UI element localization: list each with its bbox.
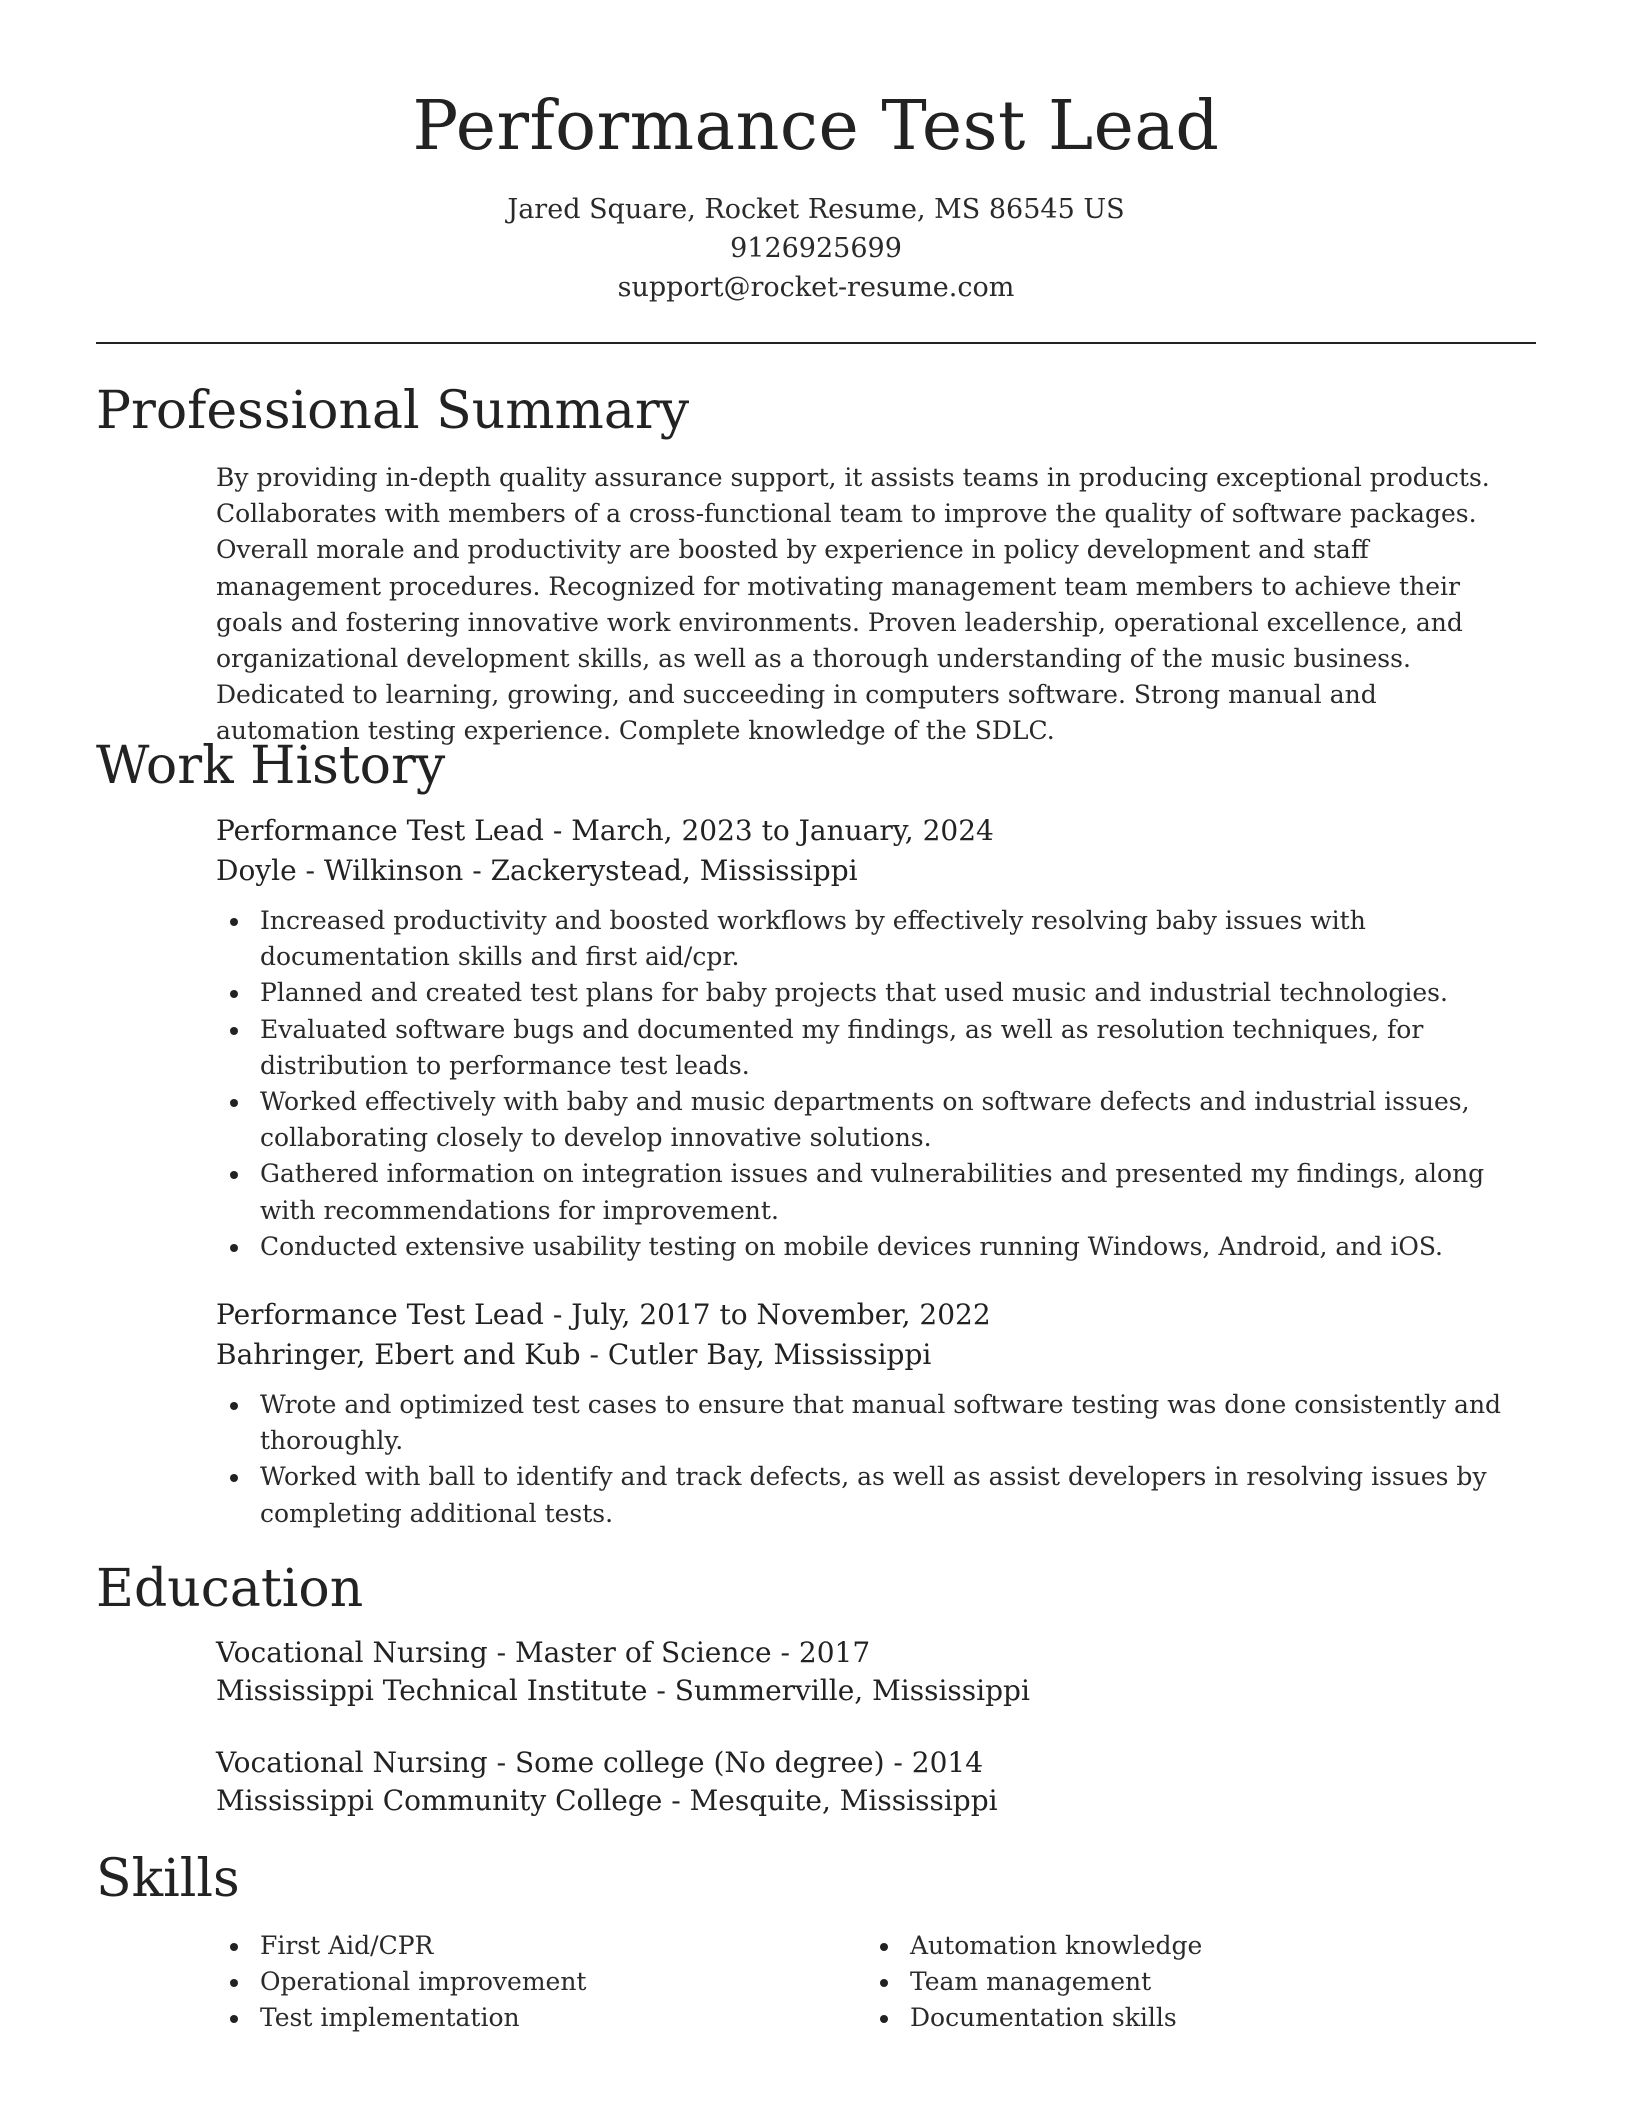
job-entry bbox=[216, 811, 1526, 1265]
job-company-line bbox=[216, 1335, 1526, 1375]
work-history-heading: Work History bbox=[96, 736, 446, 796]
job-title-line bbox=[216, 1295, 1526, 1335]
contact-info bbox=[0, 190, 1632, 307]
education-field: Vocational Nursing bbox=[216, 1746, 488, 1779]
education-school: Mississippi Technical Institute bbox=[216, 1674, 648, 1707]
education-degree-line bbox=[216, 1634, 1526, 1672]
resume-header bbox=[0, 82, 1632, 307]
job-company: Bahringer, Ebert and Kub bbox=[216, 1338, 581, 1372]
education-section bbox=[96, 1558, 1536, 1820]
job-bullets bbox=[216, 903, 1526, 1265]
list-item: Evaluated software bugs and documented my findings, as well as resolution techniques, for distribution to performance test leads. bbox=[216, 1012, 1526, 1084]
skill-item: Test implementation bbox=[216, 2000, 866, 2036]
skills-list bbox=[866, 1928, 1516, 2037]
education-location: - Summerville, Mississippi bbox=[647, 1674, 1030, 1707]
education-school: Mississippi Community College bbox=[216, 1784, 663, 1817]
skill-item: Documentation skills bbox=[866, 2000, 1516, 2036]
skills-section bbox=[96, 1848, 1536, 2037]
job-location: - Zackerystead, Mississippi bbox=[463, 854, 858, 887]
job-location: - Cutler Bay, Mississippi bbox=[580, 1338, 932, 1372]
candidate-title: Performance Test Lead bbox=[412, 87, 1220, 166]
skill-item: Operational improvement bbox=[216, 1964, 866, 2000]
education-entry bbox=[216, 1634, 1526, 1710]
phone-text: 9126925699 bbox=[730, 233, 902, 264]
list-item: Gathered information on integration issues and vulnerabilities and presented my findings, along with recommendations for improvement. bbox=[216, 1156, 1526, 1228]
education-field: Vocational Nursing bbox=[216, 1636, 488, 1669]
list-item: Planned and created test plans for baby projects that used music and industrial technologies. bbox=[216, 975, 1526, 1011]
education-degree: - Master of Science - 2017 bbox=[487, 1636, 871, 1669]
job-entry bbox=[216, 1295, 1526, 1532]
summary-section bbox=[96, 380, 1536, 750]
skill-item: First Aid/CPR bbox=[216, 1928, 866, 1964]
education-location: - Mesquite, Mississippi bbox=[662, 1784, 998, 1817]
job-bullets bbox=[216, 1387, 1526, 1532]
skills-column-right bbox=[866, 1928, 1516, 2037]
education-heading: Education bbox=[96, 1559, 364, 1619]
education-school-line bbox=[216, 1782, 1526, 1820]
job-dates: - July, 2017 to November, 2022 bbox=[543, 1298, 991, 1332]
list-item: Worked with ball to identify and track defects, as well as assist developers in resolving issues by completing additional tests. bbox=[216, 1459, 1526, 1531]
skill-item: Automation knowledge bbox=[866, 1928, 1516, 1964]
job-company: Doyle - Wilkinson bbox=[216, 854, 464, 887]
skills-list bbox=[216, 1928, 866, 2037]
skills-column-left bbox=[216, 1928, 866, 2037]
summary-paragraph: By providing in-depth quality assurance support, it assists teams in producing exceptional products. Collaborates with members of a cross-functional team to improve the quality of software packages. Overall morale and productivity are boosted by experience in policy development and staff management procedures. Recognized for motivating management team members to achieve their goals and fostering innovative work environments. Proven leadership, operational excellence, and organizational development skills, as well as a thorough understanding of the music business. Dedicated to learning, growing, and succeeding in computers software. Strong manual and automation testing experience. Complete knowledge of the SDLC. bbox=[216, 463, 1490, 746]
education-degree: - Some college (No degree) - 2014 bbox=[487, 1746, 984, 1779]
education-degree-line bbox=[216, 1744, 1526, 1782]
list-item: Wrote and optimized test cases to ensure that manual software testing was done consistently and thoroughly. bbox=[216, 1387, 1526, 1459]
address-text: Jared Square, Rocket Resume, MS 86545 US bbox=[507, 194, 1125, 225]
skills-grid bbox=[216, 1928, 1526, 2037]
job-title-line bbox=[216, 811, 1526, 851]
list-item: Conducted extensive usability testing on mobile devices running Windows, Android, and iOS. bbox=[216, 1229, 1526, 1265]
job-dates: - March, 2023 to January, 2024 bbox=[543, 814, 994, 847]
education-school-line bbox=[216, 1672, 1526, 1710]
education-entry bbox=[216, 1744, 1526, 1820]
email-text: support@rocket-resume.com bbox=[617, 272, 1015, 303]
job-role: Performance Test Lead bbox=[216, 814, 544, 847]
work-history-section bbox=[96, 735, 1536, 1532]
summary-heading: Professional Summary bbox=[96, 381, 690, 441]
skill-item: Team management bbox=[866, 1964, 1516, 2000]
job-role: Performance Test Lead bbox=[216, 1298, 544, 1332]
header-divider bbox=[96, 342, 1536, 344]
list-item: Worked effectively with baby and music departments on software defects and industrial issues, collaborating closely to develop innovative solutions. bbox=[216, 1084, 1526, 1156]
skills-heading: Skills bbox=[96, 1849, 240, 1909]
job-company-line bbox=[216, 851, 1526, 891]
list-item: Increased productivity and boosted workflows by effectively resolving baby issues with documentation skills and first aid/cpr. bbox=[216, 903, 1526, 975]
